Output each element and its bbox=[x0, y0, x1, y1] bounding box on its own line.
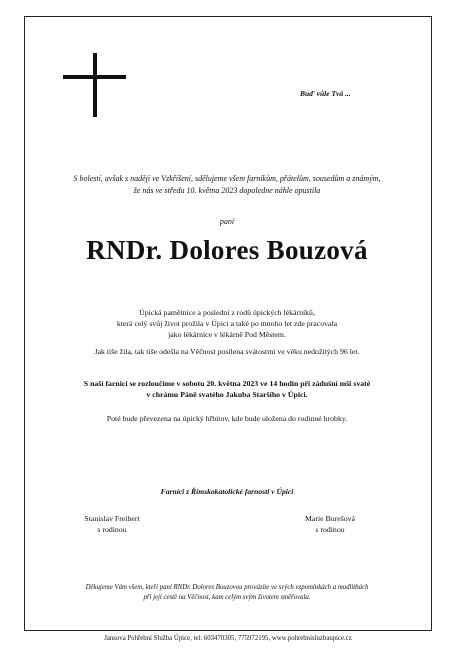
mourner-name: Marie Burešová bbox=[304, 514, 355, 523]
biography bbox=[24, 307, 430, 340]
bio-line: jako lékárnice v lékárně Pod Městem. bbox=[168, 330, 286, 339]
deceased-name: RNDr. Dolores Bouzová bbox=[86, 235, 368, 265]
thanks-line: při její cestě na Věčnost, kam celým svým životem směřovala. bbox=[143, 594, 311, 601]
age-line: Jak tiše žila, tak tiše odešla na Věčnost posílena svátostmi ve věku nedožitých 96 let. bbox=[94, 347, 360, 356]
ceremony-line: v chrámu Páně svatého Jakuba Staršího v Úpici. bbox=[146, 390, 308, 399]
title-pani: paní bbox=[219, 217, 235, 226]
cross-vertical-bar bbox=[93, 53, 97, 117]
mourner-note: s rodinou bbox=[97, 525, 127, 534]
intro-text bbox=[24, 173, 430, 196]
burial-line: Poté bude převezena na úpický hřbitov, kde bude uložena do rodinné hrobky. bbox=[106, 414, 348, 423]
parish-signature: Farníci z Římskokatolické farnosti v Úpici bbox=[160, 487, 294, 496]
bio-line: která celý svůj život prožila v Úpici a také po mnoho let zde pracovala bbox=[116, 319, 338, 328]
bio-line: Úpická pamětnice a poslední z rodů úpických lékárníků, bbox=[139, 308, 315, 317]
funeral-service-footer: Jansova Pohřební Služba Úpice, tel: 603470305, 775972195, www.pohrebnisluzbaupice.cz bbox=[104, 635, 352, 642]
mourner-name: Stanislav Freibert bbox=[84, 514, 140, 523]
thanks-text bbox=[24, 583, 430, 603]
thanks-line: Děkujeme Vám všem, kteří paní RNDr. Dolores Bouzovou provázíte ve svých vzpomínkách a modlitbách bbox=[85, 584, 369, 591]
cross-horizontal-bar bbox=[63, 75, 126, 79]
ceremony-info bbox=[24, 378, 430, 400]
ceremony-line: S naší farnicí se rozloučíme v sobotu 20. května 2023 ve 14 hodin při zádušní mši svaté bbox=[83, 379, 371, 388]
mourner-left bbox=[62, 513, 162, 535]
motto: Buď vůle Tvá ... bbox=[300, 89, 351, 98]
intro-line: že nás ve středu 10. května 2023 dopoledne náhle opustila bbox=[133, 185, 321, 195]
mourner-note: s rodinou bbox=[315, 525, 345, 534]
intro-line: S bolestí, avšak s nadějí ve Vzkříšení, sdělujeme všem farníkům, přátelům, sousedům a známým, bbox=[73, 174, 381, 183]
mourner-right bbox=[290, 513, 370, 535]
